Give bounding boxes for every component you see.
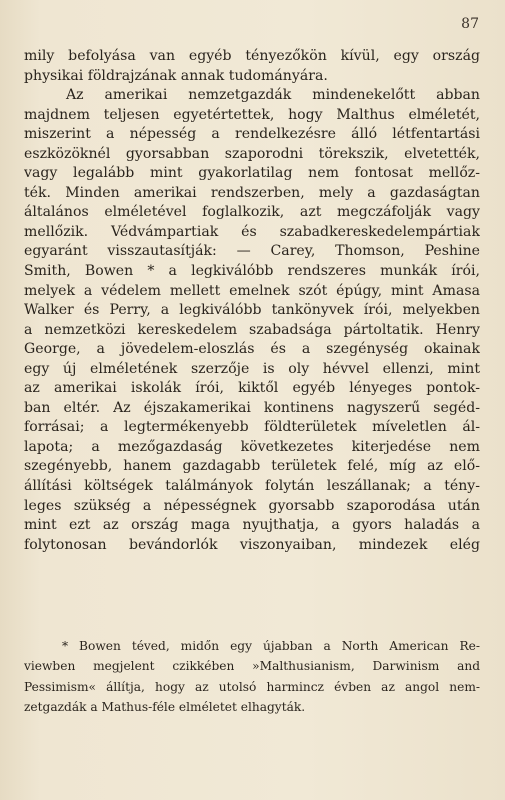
body-line: physikai földrajzának annak tudományára.	[24, 67, 328, 84]
body-line: George, a jövedelem-eloszlás és a szegénység okainak	[24, 341, 480, 358]
body-line: mint ezt az ország maga nyujthatja, a gyors haladás a	[24, 517, 480, 534]
body-line: Walker és Perry, a legkiválóbb tankönyvek írói, melyekben	[24, 302, 480, 319]
body-line: ban eltér. Az éjszakamerikai kontinens nagyszerű segéd-	[24, 399, 480, 416]
body-line: folytonosan bevándorlók viszonyaiban, mindezek elég	[24, 536, 480, 553]
body-line: majdnem teljesen egyetértettek, hogy Malthus elméletét,	[24, 106, 480, 123]
body-line: a nemzetközi kereskedelem szabadsága pártoltatik. Henry	[24, 321, 480, 338]
footnote-line: zetgazdák a Mathus-féle elméletet elhagyták.	[24, 699, 306, 714]
body-line: melyek a védelem mellett emelnek szót épúgy, mint Amasa	[24, 282, 480, 299]
body-line: mellőzik. Védvámpartiak és szabadkereskedelempártiak	[24, 223, 480, 240]
body-line: általános elméletével foglalkozik, azt megczáfolják vagy	[24, 204, 480, 221]
body-line: leges szükség a népességnek gyorsabb szaporodása után	[24, 497, 480, 514]
footnote	[24, 636, 480, 717]
body-line: állítási költségek találmányok folytán leszállanak; a tény-	[24, 478, 480, 495]
body-line: szegényebb, hanem gazdagabb területek felé, míg az elő-	[24, 458, 480, 475]
page-number: 87	[461, 16, 479, 32]
footnote-line: viewben megjelent czikkében »Malthusianism, Darwinism and	[24, 659, 480, 674]
body-line: miszerint a népesség a rendelkezésre álló létfentartási	[24, 126, 480, 143]
body-line: lapota; a mezőgazdaság következetes kiterjedése nem	[24, 438, 480, 455]
body-line: Smith, Bowen * a legkiválóbb rendszeres munkák írói,	[24, 263, 480, 280]
body-line: eszközöknél gyorsabban szaporodni törekszik, elvetették,	[24, 145, 480, 162]
body-line: Az amerikai nemzetgazdák mindenekelőtt abban	[66, 87, 480, 104]
body-line: ték. Minden amerikai rendszerben, mely a gazdaságtan	[24, 184, 480, 201]
body-text	[24, 47, 480, 555]
body-line: vagy legalább mint gyakorlatilag nem fontosat mellőz-	[24, 165, 480, 182]
body-line: egyaránt visszautasítják: — Carey, Thomson, Peshine	[24, 243, 480, 260]
body-line: egy új elméletének szerzője is oly hévvel ellenzi, mint	[24, 360, 480, 377]
body-line: forrásai; a legtermékenyebb földterületek míveletlen ál-	[24, 419, 480, 436]
footnote-line: * Bowen téved, midőn egy újabban a North American Re-	[62, 639, 480, 653]
footnote-line: Pessimism« állítja, hogy az utolsó harmincz évben az angol nem-	[24, 679, 480, 694]
body-line: mily befolyása van egyéb tényezőkön kívül, egy ország	[24, 48, 480, 64]
body-line: az amerikai iskolák írói, kiktől egyéb lényeges pontok-	[24, 380, 480, 397]
